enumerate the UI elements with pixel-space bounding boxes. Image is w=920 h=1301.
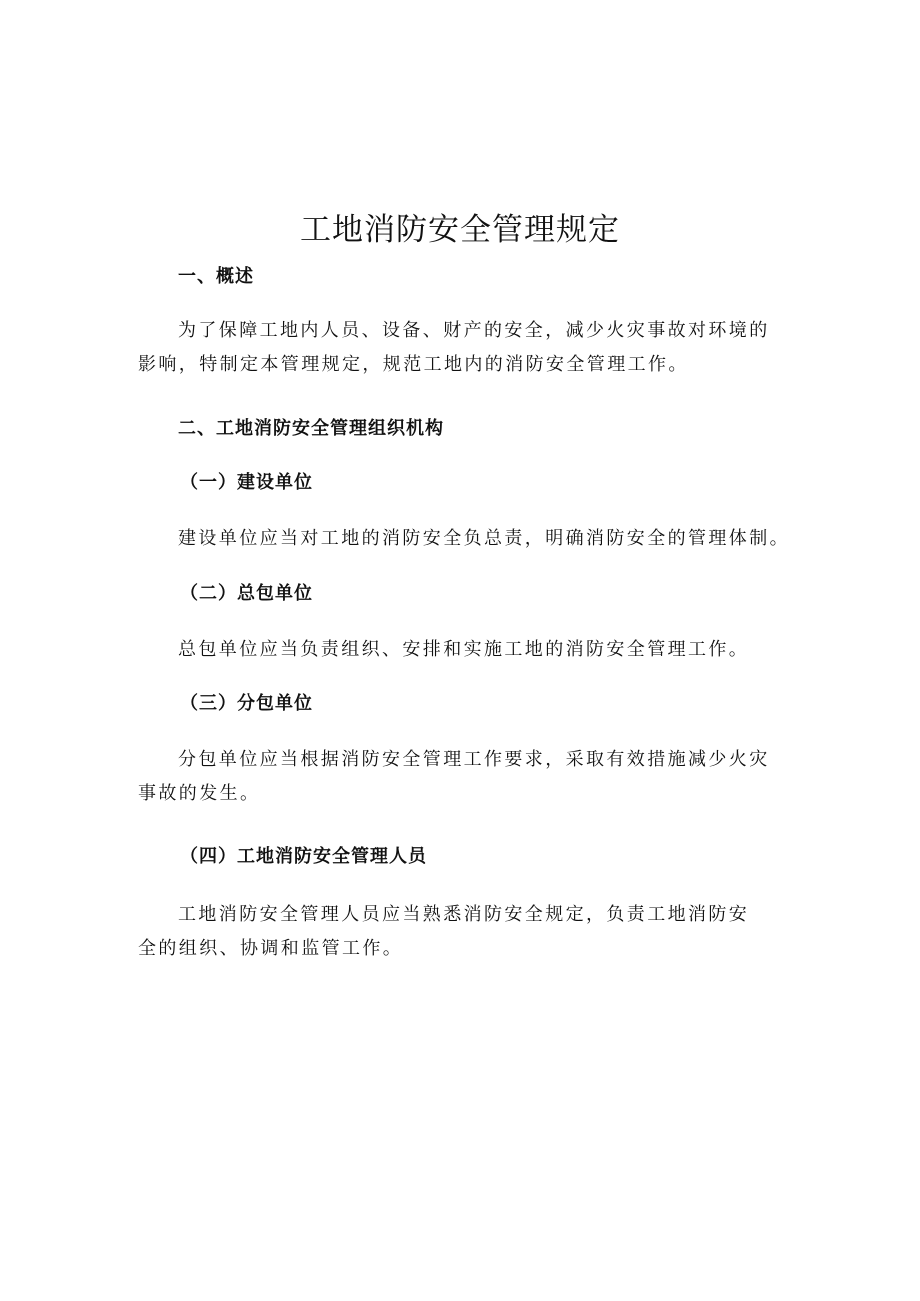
subsection-heading-subcontractor: （三）分包单位 xyxy=(180,693,313,714)
subsection-heading-safety-personnel: （四）工地消防安全管理人员 xyxy=(180,846,427,867)
paragraph-subcontractor: 分包单位应当根据消防安全管理工作要求，采取有效措施减少火灾事故的发生。 xyxy=(138,749,770,804)
paragraph-overview: 为了保障工地内人员、设备、财产的安全，减少火灾事故对环境的影响，特制定本管理规定，规范工地内的消防安全管理工作。 xyxy=(138,320,770,375)
paragraph-safety-personnel: 工地消防安全管理人员应当熟悉消防安全规定，负责工地消防安全的组织、协调和监管工作。 xyxy=(138,904,750,959)
paragraph-construction-unit: 建设单位应当对工地的消防安全负总责，明确消防安全的管理体制。 xyxy=(178,528,790,549)
document-title: 工地消防安全管理规定 xyxy=(300,212,620,248)
section-heading-organization: 二、工地消防安全管理组织机构 xyxy=(178,418,444,439)
section-heading-overview: 一、概述 xyxy=(178,266,254,287)
subsection-heading-construction-unit: （一）建设单位 xyxy=(180,472,313,493)
subsection-heading-general-contractor: （二）总包单位 xyxy=(180,583,313,604)
paragraph-general-contractor: 总包单位应当负责组织、安排和实施工地的消防安全管理工作。 xyxy=(178,639,750,660)
